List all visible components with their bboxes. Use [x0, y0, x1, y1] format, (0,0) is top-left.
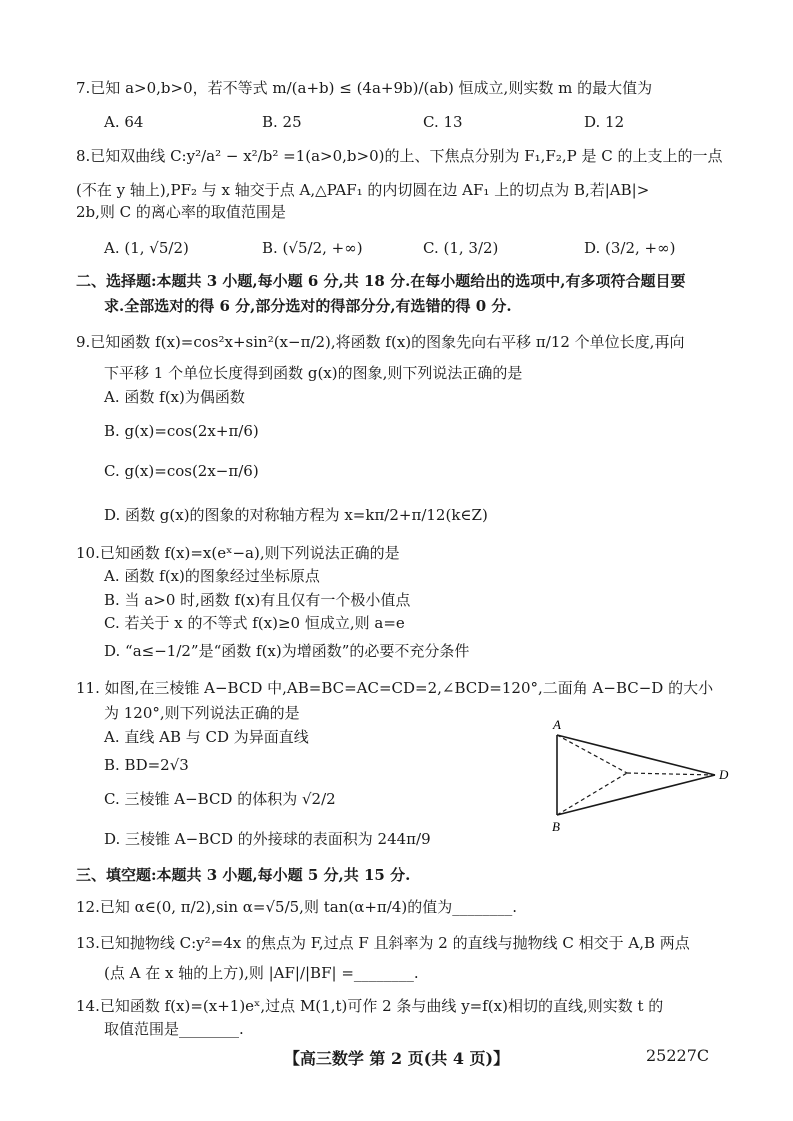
vertex-label-a: A [553, 717, 561, 732]
q10-option-d: D. “a≤−1/2”是“函数 f(x)为增函数”的必要不充分条件 [104, 642, 470, 660]
tetrahedron-figure [545, 713, 745, 841]
hidden-edge-bc [557, 773, 627, 815]
q7-stem: 7.已知 a>0,b>0，若不等式 m/(a+b) ≤ (4a+9b)/(ab) 恒成立,则实数 m 的最大值为 [76, 79, 653, 97]
q13-line-1: 13.已知抛物线 C:y²=4x 的焦点为 F,过点 F 且斜率为 2 的直线与抛物线 C 相交于 A,B 两点 [76, 934, 690, 952]
q10-option-a: A. 函数 f(x)的图象经过坐标原点 [104, 567, 320, 585]
q10-stem: 10.已知函数 f(x)=x(eˣ−a),则下列说法正确的是 [76, 544, 400, 562]
q11-option-c: C. 三棱锥 A−BCD 的体积为 √2/2 [104, 790, 336, 808]
q9-line-2: 下平移 1 个单位长度得到函数 g(x)的图象,则下列说法正确的是 [104, 364, 523, 382]
q9-option-b: B. g(x)=cos(2x+π/6) [104, 422, 259, 440]
q7-option-a: A. 64 [104, 113, 144, 131]
section-3-heading: 三、填空题:本题共 3 小题,每小题 5 分,共 15 分. [76, 866, 411, 884]
edge-ad [557, 735, 715, 775]
q8-option-d: D. (3/2, +∞) [584, 239, 676, 257]
q11-option-b: B. BD=2√3 [104, 756, 189, 774]
q7-option-b: B. 25 [262, 113, 302, 131]
q9-line-1: 9.已知函数 f(x)=cos²x+sin²(x−π/2),将函数 f(x)的图象先向右平移 π/12 个单位长度,再向 [76, 333, 685, 351]
q14-line-2: 取值范围是________. [104, 1020, 244, 1038]
q11-line-1: 11. 如图,在三棱锥 A−BCD 中,AB=BC=AC=CD=2,∠BCD=120°,二面角 A−BC−D 的大小 [76, 679, 714, 697]
q9-option-c: C. g(x)=cos(2x−π/6) [104, 462, 259, 480]
q11-line-2: 为 120°,则下列说法正确的是 [104, 704, 300, 722]
section-2-heading-line-2: 求.全部选对的得 6 分,部分选对的得部分分,有选错的得 0 分. [104, 297, 512, 315]
hidden-edge-cd [627, 773, 715, 775]
q11-option-d: D. 三棱锥 A−BCD 的外接球的表面积为 244π/9 [104, 830, 431, 848]
q8-option-a: A. (1, √5/2) [104, 239, 189, 257]
q11-option-a: A. 直线 AB 与 CD 为异面直线 [104, 728, 309, 746]
q12-text: 12.已知 α∈(0, π/2),sin α=√5/5,则 tan(α+π/4)的值为________. [76, 898, 517, 916]
edge-bd [557, 775, 715, 815]
vertex-label-b: B [552, 819, 560, 834]
vertex-label-d: D [719, 767, 729, 782]
q10-option-b: B. 当 a>0 时,函数 f(x)有且仅有一个极小值点 [104, 591, 411, 609]
q8-line-1: 8.已知双曲线 C:y²/a² − x²/b² =1(a>0,b>0)的上、下焦点分别为 F₁,F₂,P 是 C 的上支上的一点 [76, 147, 723, 165]
q13-line-2: (点 A 在 x 轴的上方),则 |AF|/|BF| =________. [104, 964, 419, 982]
section-2-heading-line-1: 二、选择题:本题共 3 小题,每小题 6 分,共 18 分.在每小题给出的选项中,有多项符合题目要 [76, 272, 686, 290]
q8-line-3: 2b,则 C 的离心率的取值范围是 [76, 203, 286, 221]
q8-option-c: C. (1, 3/2) [423, 239, 499, 257]
q9-option-d: D. 函数 g(x)的图象的对称轴方程为 x=kπ/2+π/12(k∈Z) [104, 506, 488, 524]
hidden-edge-ac [557, 735, 627, 773]
q7-option-c: C. 13 [423, 113, 463, 131]
page-footer: 【高三数学 第 2 页(共 4 页)】 [283, 1049, 510, 1068]
q8-option-b: B. (√5/2, +∞) [262, 239, 363, 257]
q7-option-d: D. 12 [584, 113, 625, 131]
q9-option-a: A. 函数 f(x)为偶函数 [104, 388, 245, 406]
q10-option-c: C. 若关于 x 的不等式 f(x)≥0 恒成立,则 a=e [104, 614, 405, 632]
paper-code: 25227C [646, 1046, 710, 1065]
q8-line-2: (不在 y 轴上),PF₂ 与 x 轴交于点 A,△PAF₁ 的内切圆在边 AF₁ 上的切点为 B,若|AB|> [76, 181, 650, 199]
q14-line-1: 14.已知函数 f(x)=(x+1)eˣ,过点 M(1,t)可作 2 条与曲线 y=f(x)相切的直线,则实数 t 的 [76, 997, 664, 1015]
